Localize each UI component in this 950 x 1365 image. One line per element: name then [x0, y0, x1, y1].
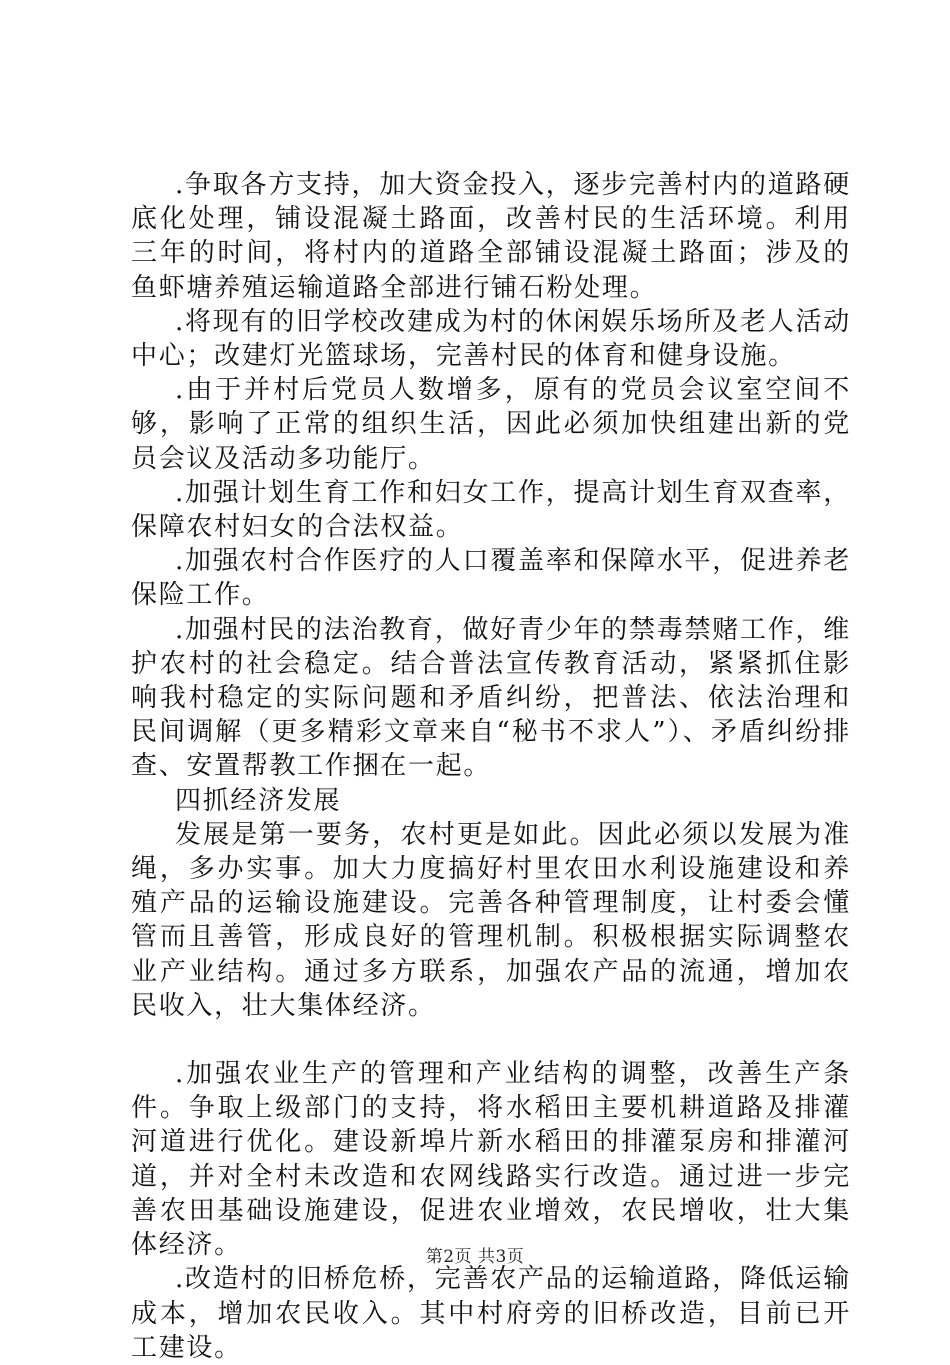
- paragraph-party-meeting-hall: .由于并村后党员人数增多，原有的党员会议室空间不够，影响了正常的组织生活，因此必须加快组建出新的党员会议及活动多功能厅。: [131, 375, 851, 474]
- paragraph-cooperative-medical: .加强农村合作医疗的人口覆盖率和保障水平，促进养老保险工作。: [131, 546, 851, 611]
- paragraph-road-hardening: .争取各方支持，加大资金投入，逐步完善村内的道路硬底化处理，铺设混凝土路面，改善村民的生活环境。利用三年的时间，将村内的道路全部铺设混凝土路面；涉及的鱼虾塘养殖运输道路全部进行铺石粉处理。: [131, 170, 851, 303]
- paragraph-agriculture-production: .加强农业生产的管理和产业结构的调整，改善生产条件。争取上级部门的支持，将水稻田主要机耕道路及排灌河道进行优化。建设新埠片新水稻田的排灌泵房和排灌河道，并对全村未改造和农网线路实行改造。通过进一步完善农田基础设施建设，促进农业增效，农民增收，壮大集体经济。: [131, 1059, 851, 1261]
- paragraph-family-planning: .加强计划生育工作和妇女工作，提高计划生育双查率，保障农村妇女的合法权益。: [131, 477, 851, 543]
- paragraph-bridge-renovation: .改造村的旧桥危桥，完善农产品的运输道路，降低运输成本，增加农民收入。其中村府旁的旧桥改造，目前已开工建设。: [131, 1264, 851, 1363]
- section-heading: 四抓经济发展: [175, 785, 342, 816]
- paragraph-gap: [131, 1023, 851, 1057]
- paragraph-school-conversion: .将现有的旧学校改建成为村的休闲娱乐场所及老人活动中心；改建灯光篮球场，完善村民的体育和健身设施。: [131, 306, 851, 372]
- page-number-label: 第2页 共3页: [425, 1247, 525, 1267]
- document-body: [131, 168, 851, 1365]
- page-footer: [0, 1242, 950, 1267]
- section-intro: 发展是第一要务，农村更是如此。因此必须以发展为准绳，多办实事。加大力度搞好村里农田水利设施建设和养殖产品的运输设施建设。完善各种管理制度，让村委会懂管而且善管，形成良好的管理机制。积极根据实际调整农业产业结构。通过多方联系，加强农产品的流通，增加农民收入，壮大集体经济。: [131, 819, 851, 1021]
- paragraph-legal-education: .加强村民的法治教育，做好青少年的禁毒禁赌工作，维护农村的社会稳定。结合普法宣传教育活动，紧紧抓住影响我村稳定的实际问题和矛盾纠纷，把普法、依法治理和民间调解（更多精彩文章来自“秘书不求人”）、矛盾纠纷排查、安置帮教工作捆在一起。: [131, 614, 851, 782]
